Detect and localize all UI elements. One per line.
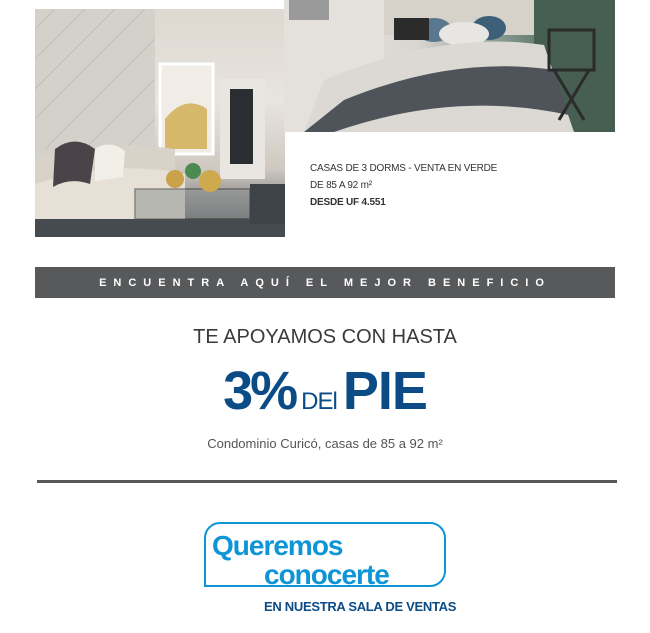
logo-line-2: conocerte (264, 559, 389, 590)
logo-subtitle: EN NUESTRA SALA DE VENTAS (264, 599, 457, 614)
offer-headline (0, 360, 650, 422)
offer-detail: Condominio Curicó, casas de 85 a 92 m² (207, 436, 443, 451)
benefit-banner-text: ENCUENTRA AQUÍ EL MEJOR BENEFICIO (99, 276, 551, 289)
offer-word: PIE (342, 361, 427, 421)
property-price: DESDE UF 4.551 (310, 197, 386, 208)
offer-percent: 3% (223, 361, 296, 421)
offer-intro: TE APOYAMOS CON HASTA (193, 326, 457, 348)
logo-line-1: Queremos (212, 530, 343, 561)
divider (37, 480, 617, 483)
property-type: CASAS DE 3 DORMS - VENTA EN VERDE (310, 163, 498, 174)
benefit-banner (35, 267, 615, 298)
property-size: DE 85 A 92 m² (310, 180, 372, 191)
bedroom-photo (284, 0, 615, 132)
offer-connector: DEl (301, 388, 337, 415)
living-room-photo (35, 9, 285, 237)
